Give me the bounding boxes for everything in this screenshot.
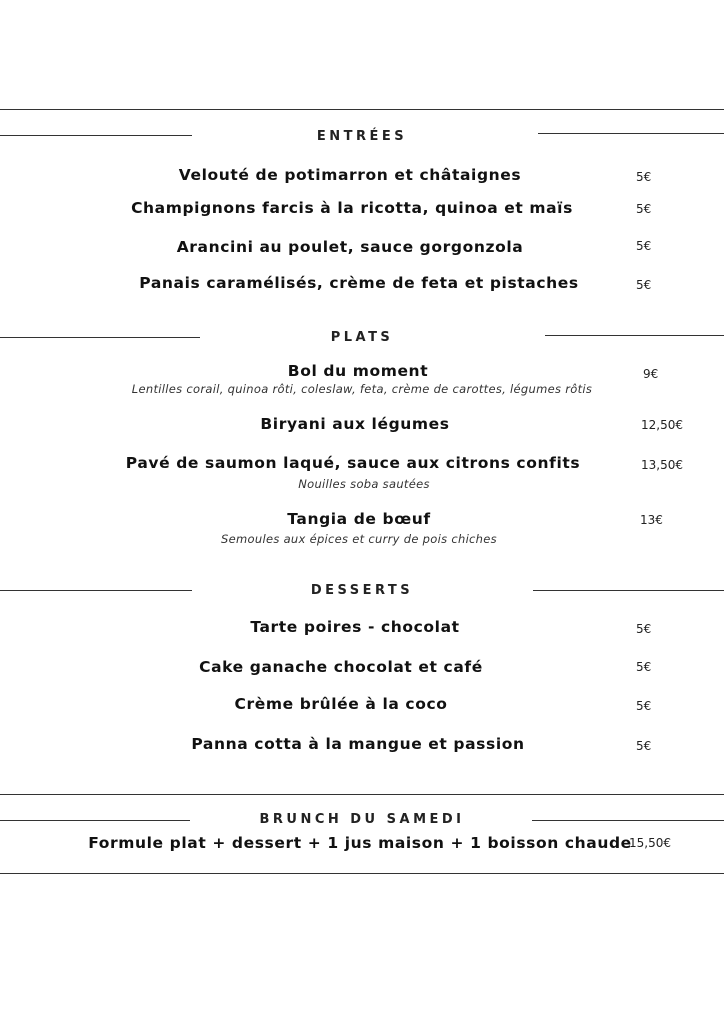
menu-item-name: Tangia de bœuf bbox=[287, 510, 431, 528]
menu-item-price: 15,50€ bbox=[629, 836, 671, 850]
section-title-brunch: BRUNCH DU SAMEDI bbox=[259, 812, 465, 827]
section-title-entrees: ENTRÉES bbox=[316, 129, 408, 144]
menu-item-price: 5€ bbox=[636, 202, 652, 216]
menu-item-price: 5€ bbox=[636, 699, 652, 713]
menu-item-price: 5€ bbox=[636, 739, 652, 753]
menu-item-price: 5€ bbox=[636, 170, 652, 184]
menu-item-name: Panna cotta à la mangue et passion bbox=[191, 735, 525, 753]
menu-item-name: Panais caramélisés, crème de feta et pistaches bbox=[139, 274, 579, 292]
menu-item-name: Cake ganache chocolat et café bbox=[199, 658, 483, 676]
brunch-top-divider bbox=[0, 794, 724, 795]
menu-item-price: 5€ bbox=[636, 622, 652, 636]
menu-item-price: 5€ bbox=[636, 278, 652, 292]
menu-item-name: Arancini au poulet, sauce gorgonzola bbox=[176, 238, 524, 256]
menu-item-description: Semoules aux épices et curry de pois chiches bbox=[221, 532, 497, 546]
menu-item-price: 5€ bbox=[636, 239, 652, 253]
menu-item-name: Tarte poires - chocolat bbox=[250, 618, 460, 636]
menu-item-price: 9€ bbox=[643, 367, 659, 381]
bottom-divider bbox=[0, 873, 724, 874]
menu-item-description: Nouilles soba sautées bbox=[298, 477, 430, 491]
menu-item-name: Velouté de potimarron et châtaignes bbox=[178, 166, 522, 184]
section-title-plats: PLATS bbox=[330, 330, 394, 345]
menu-item-price: 5€ bbox=[636, 660, 652, 674]
menu-item-price: 13€ bbox=[640, 513, 663, 527]
menu-item-name: Pavé de saumon laqué, sauce aux citrons confits bbox=[125, 454, 581, 472]
section-title-desserts: DESSERTS bbox=[310, 583, 414, 598]
menu-item-name: Champignons farcis à la ricotta, quinoa et maïs bbox=[131, 199, 573, 217]
menu-item-price: 13,50€ bbox=[641, 458, 683, 472]
menu-item-name: Bol du moment bbox=[287, 362, 429, 380]
menu-item-name: Crème brûlée à la coco bbox=[234, 695, 448, 713]
menu-item-description: Lentilles corail, quinoa rôti, coleslaw, feta, crème de carottes, légumes rôtis bbox=[131, 382, 593, 396]
menu-item-price: 12,50€ bbox=[641, 418, 683, 432]
top-divider bbox=[0, 109, 724, 110]
menu-item-name: Formule plat + dessert + 1 jus maison + 1 boisson chaude bbox=[88, 834, 632, 852]
menu-item-name: Biryani aux légumes bbox=[260, 415, 450, 433]
